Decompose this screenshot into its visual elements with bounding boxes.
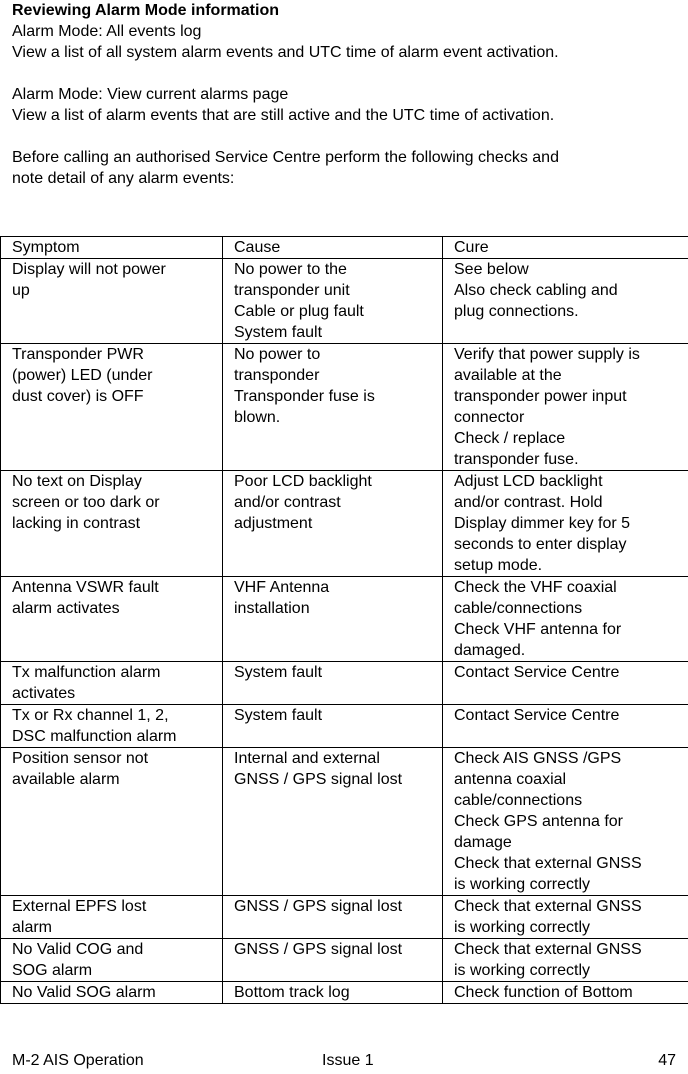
- spacer: [12, 63, 682, 84]
- current-alarms-title: Alarm Mode: View current alarms page: [12, 86, 289, 103]
- table-row: [1, 896, 688, 939]
- column-header-cure: Cure: [443, 237, 688, 259]
- current-alarms-description: View a list of alarm events that are still active and the UTC time of activation.: [12, 107, 555, 124]
- footer-issue: Issue 1: [322, 1052, 374, 1069]
- symptom-cell: No text on Display screen or too dark or lacking in contrast: [1, 471, 223, 577]
- cause-cell: GNSS / GPS signal lost: [223, 939, 443, 982]
- column-header-symptom: Symptom: [1, 237, 223, 259]
- table-row: [1, 705, 688, 748]
- table-row: [1, 662, 688, 705]
- cure-cell: Check the VHF coaxial cable/connections Check VHF antenna for damaged.: [443, 577, 688, 662]
- symptom-cell: No Valid SOG alarm: [1, 982, 223, 1004]
- cure-cell: Check function of Bottom: [443, 982, 688, 1004]
- spacer: [12, 126, 682, 147]
- cause-cell: No power to transponder Transponder fuse is blown.: [223, 344, 443, 471]
- cure-cell: Verify that power supply is available at the transponder power input connector Check / replace transponder fuse.: [443, 344, 688, 471]
- service-note-line-2: note detail of any alarm events:: [12, 170, 235, 187]
- cure-cell: Contact Service Centre: [443, 662, 688, 705]
- section-heading: Reviewing Alarm Mode information: [12, 2, 279, 19]
- cure-cell: Adjust LCD backlight and/or contrast. Hold Display dimmer key for 5 seconds to enter display setup mode.: [443, 471, 688, 577]
- table-row: [1, 939, 688, 982]
- troubleshooting-table-body: [1, 237, 688, 1004]
- symptom-cell: Position sensor not available alarm: [1, 748, 223, 896]
- cause-cell: Poor LCD backlight and/or contrast adjustment: [223, 471, 443, 577]
- cure-cell: Contact Service Centre: [443, 705, 688, 748]
- cause-cell: Internal and external GNSS / GPS signal lost: [223, 748, 443, 896]
- cause-cell: VHF Antenna installation: [223, 577, 443, 662]
- column-header-cause: Cause: [223, 237, 443, 259]
- all-events-log-description: View a list of all system alarm events and UTC time of alarm event activation.: [12, 44, 559, 61]
- troubleshooting-table: [0, 236, 688, 1004]
- table-row: [1, 344, 688, 471]
- symptom-cell: Transponder PWR (power) LED (under dust cover) is OFF: [1, 344, 223, 471]
- cure-cell: Check that external GNSS is working correctly: [443, 939, 688, 982]
- cause-cell: System fault: [223, 705, 443, 748]
- cure-cell: Check AIS GNSS /GPS antenna coaxial cable/connections Check GPS antenna for damage Check that external GNSS is working correctly: [443, 748, 688, 896]
- table-row: [1, 259, 688, 344]
- cause-cell: GNSS / GPS signal lost: [223, 896, 443, 939]
- cure-cell: Check that external GNSS is working correctly: [443, 896, 688, 939]
- service-note-line-1: Before calling an authorised Service Centre perform the following checks and: [12, 149, 559, 166]
- symptom-cell: Antenna VSWR fault alarm activates: [1, 577, 223, 662]
- cause-cell: System fault: [223, 662, 443, 705]
- cure-cell: See below Also check cabling and plug connections.: [443, 259, 688, 344]
- table-row: [1, 471, 688, 577]
- all-events-log-title: Alarm Mode: All events log: [12, 23, 202, 40]
- symptom-cell: Tx or Rx channel 1, 2, DSC malfunction alarm: [1, 705, 223, 748]
- cause-cell: Bottom track log: [223, 982, 443, 1004]
- symptom-cell: Display will not power up: [1, 259, 223, 344]
- intro-section: [12, 0, 682, 189]
- cause-cell: No power to the transponder unit Cable or plug fault System fault: [223, 259, 443, 344]
- footer-document-title: M-2 AIS Operation: [12, 1052, 144, 1069]
- table-header-row: [1, 237, 688, 259]
- symptom-cell: Tx malfunction alarm activates: [1, 662, 223, 705]
- symptom-cell: No Valid COG and SOG alarm: [1, 939, 223, 982]
- table-row: [1, 577, 688, 662]
- table-row: [1, 748, 688, 896]
- table-row: [1, 982, 688, 1004]
- symptom-cell: External EPFS lost alarm: [1, 896, 223, 939]
- footer-page-number: 47: [658, 1052, 676, 1069]
